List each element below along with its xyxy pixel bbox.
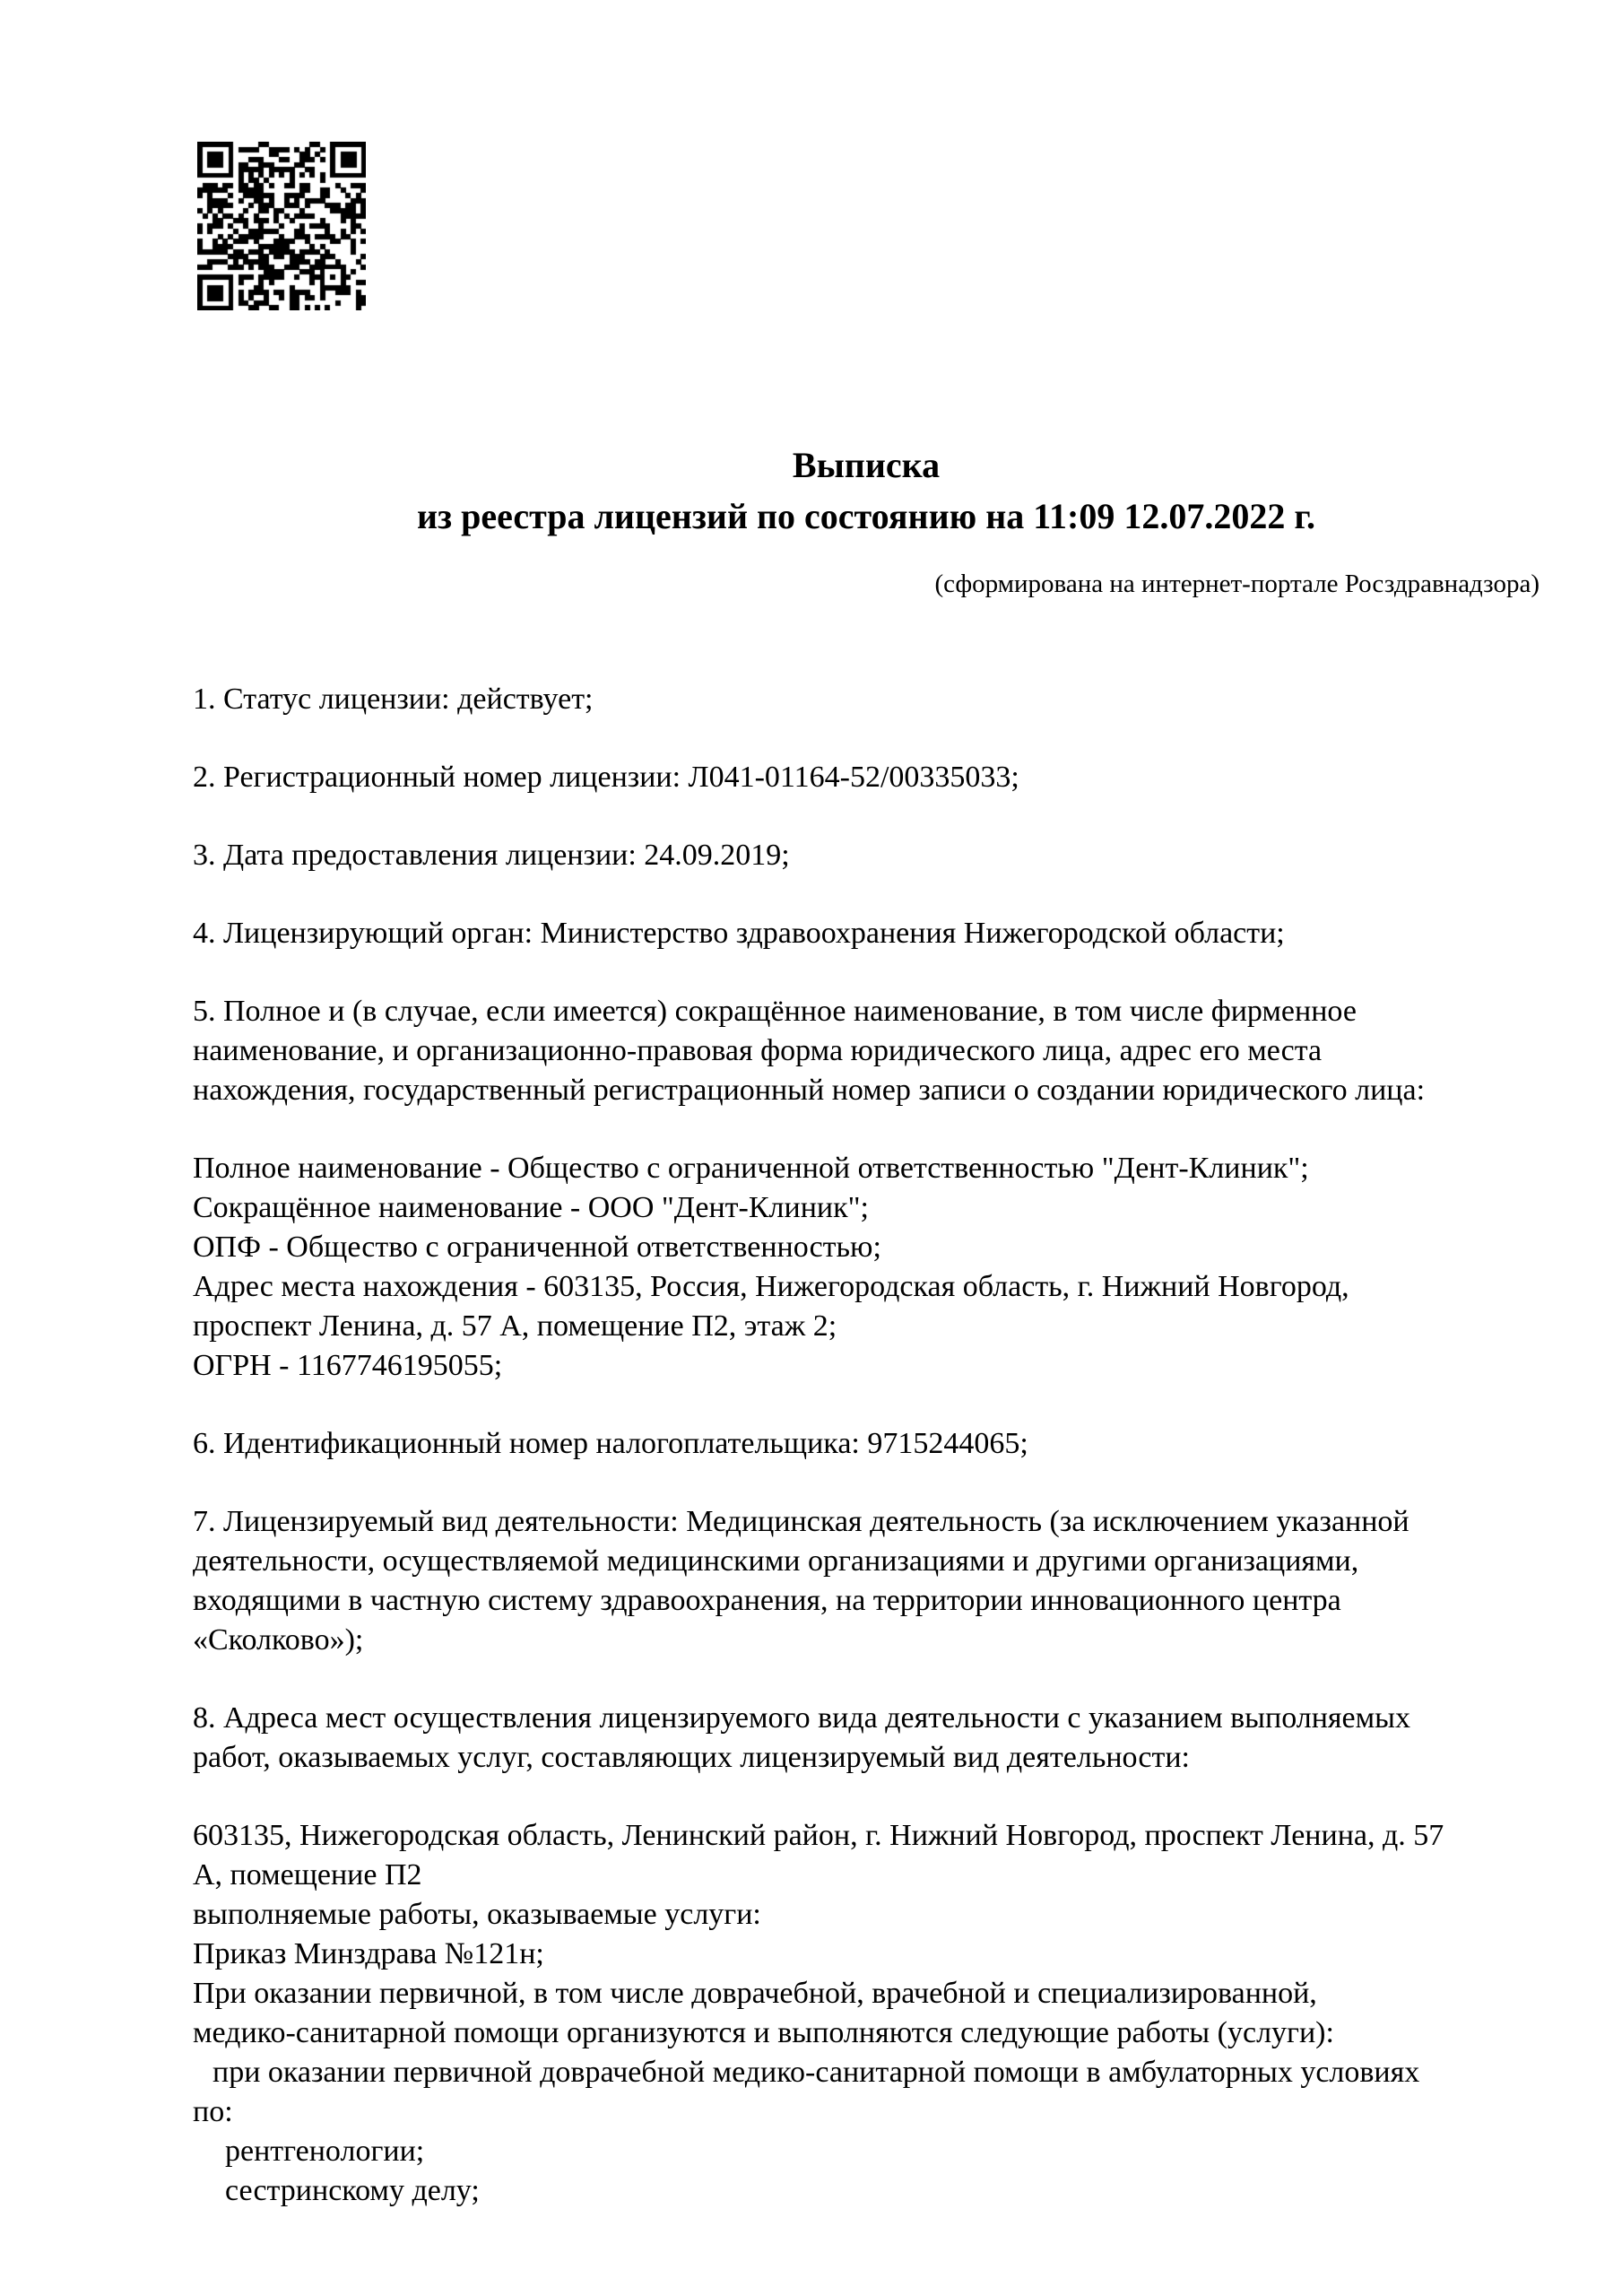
paragraph-grant-date — [193, 836, 1556, 875]
paragraph-reg-number — [193, 758, 1556, 797]
addresses-intro-line-2: работ, оказываемых услуг, составляющих лицензируемый вид деятельности: — [193, 1741, 1190, 1774]
paragraph-addresses-intro — [193, 1699, 1556, 1778]
grant-date-line: 3. Дата предоставления лицензии: 24.09.2019; — [193, 839, 790, 872]
paragraph-org-names-intro — [193, 992, 1556, 1110]
org-intro-line-3: нахождения, государственный регистрационный номер записи о создании юридического лица: — [193, 1074, 1426, 1107]
paragraph-status — [193, 680, 1556, 719]
status-line: 1. Статус лицензии: действует; — [193, 683, 594, 716]
full-name-line: Полное наименование - Общество с ограниченной ответственностью "Дент-Клиник"; — [193, 1152, 1309, 1185]
paragraph-activity-type — [193, 1502, 1556, 1660]
activity-line-2: деятельности, осуществляемой медицинскими организациями и другими организациями, — [193, 1544, 1359, 1578]
qr-code-canvas — [197, 142, 366, 310]
works-services-line: выполняемые работы, оказываемые услуги: — [193, 1898, 761, 1931]
short-name-line: Сокращённое наименование - ООО "Дент-Клиник"; — [193, 1191, 869, 1224]
addresses-intro-line-1: 8. Адреса мест осуществления лицензируемого вида деятельности с указанием выполняемых — [193, 1701, 1410, 1735]
title-line-1: Выписка — [792, 445, 941, 485]
primary-care-line-1: При оказании первичной, в том числе доврачебной, врачебной и специализированной, — [193, 1977, 1317, 2010]
reg-number-line: 2. Регистрационный номер лицензии: Л041-01164-52/00335033; — [193, 761, 1019, 794]
document-subtitle: (сформирована на интернет-портале Росздравнадзора) — [934, 570, 1540, 598]
activity-line-4: «Сколково»); — [193, 1623, 364, 1657]
document-title — [193, 439, 1540, 542]
ambulatory-line-2: по: — [193, 2095, 233, 2128]
order-line: Приказ Минздрава №121н; — [193, 1937, 544, 1970]
ambulatory-line-1: при оказании первичной доврачебной медико-санитарной помощи в амбулаторных условиях — [213, 2056, 1420, 2089]
qr-code-icon — [197, 142, 366, 310]
activity-line-1: 7. Лицензируемый вид деятельности: Медицинская деятельность (за исключением указанной — [193, 1505, 1409, 1538]
authority-line: 4. Лицензирующий орган: Министерство здравоохранения Нижегородской области; — [193, 917, 1285, 950]
address-line-2: проспект Ленина, д. 57 А, помещение П2, этаж 2; — [193, 1309, 837, 1343]
opf-line: ОПФ - Общество с ограниченной ответственностью; — [193, 1231, 881, 1264]
work-address-line-1: 603135, Нижегородская область, Ленинский район, г. Нижний Новгород, проспект Ленина, д. 57 — [193, 1819, 1444, 1852]
paragraph-address-works — [193, 1816, 1556, 2211]
document-body — [193, 680, 1556, 2211]
paragraph-inn — [193, 1424, 1556, 1464]
org-intro-line-1: 5. Полное и (в случае, если имеется) сокращённое наименование, в том числе фирменное — [193, 995, 1357, 1028]
org-intro-line-2: наименование, и организационно-правовая форма юридического лица, адрес его места — [193, 1034, 1323, 1067]
paragraph-licensing-authority — [193, 914, 1556, 953]
service-radiology-line: рентгенологии; — [225, 2135, 425, 2168]
primary-care-line-2: медико-санитарной помощи организуются и выполняются следующие работы (услуги): — [193, 2016, 1334, 2049]
work-address-line-2: А, помещение П2 — [193, 1858, 422, 1892]
paragraph-org-details — [193, 1149, 1556, 1386]
activity-line-3: входящими в частную систему здравоохранения, на территории инновационного центра — [193, 1584, 1341, 1617]
service-nursing-line: сестринскому делу; — [225, 2174, 480, 2207]
address-line-1: Адрес места нахождения - 603135, Россия, Нижегородская область, г. Нижний Новгород, — [193, 1270, 1349, 1303]
title-line-2: из реестра лицензий по состоянию на 11:09 12.07.2022 г. — [416, 496, 1316, 536]
inn-line: 6. Идентификационный номер налогоплательщика: 9715244065; — [193, 1427, 1028, 1460]
ogrn-line: ОГРН - 1167746195055; — [193, 1349, 503, 1382]
